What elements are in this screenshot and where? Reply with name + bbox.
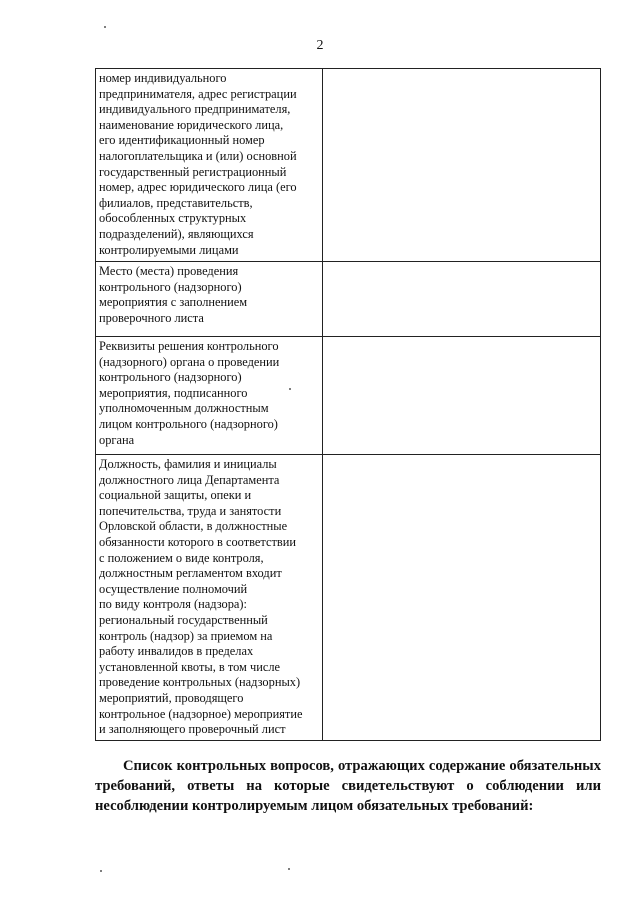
cell-text: Реквизиты решения контрольного (надзорного) органа о проведении контрольного (надзорного) мероприятия, подписанного уполномоченным должностным лицом контрольного (надзорного) органа xyxy=(99,339,280,447)
scan-speck xyxy=(289,388,291,390)
row-value-decision-details xyxy=(323,337,601,455)
table-row xyxy=(96,455,601,741)
scan-speck xyxy=(100,870,102,872)
cell-text: Место (места) проведения контрольного (надзорного) мероприятия с заполнением проверочного листа xyxy=(99,264,248,325)
row-label-controlled-person xyxy=(96,69,323,262)
row-value-controlled-person xyxy=(323,69,601,262)
inspection-form-table xyxy=(95,68,601,741)
scan-speck xyxy=(104,26,106,28)
row-label-inspection-place xyxy=(96,262,323,337)
cell-text: Должность, фамилия и инициалы должностного лица Департамента социальной защиты, опеки и попечительства, труда и занятости Орловской области, в должностные обязанности которого в соответствии с положением о виде контроля, должностным регламентом входит осуществление полномочий по виду контроля (надзора): региональный государственный контроль (надзор) за приемом на работу инвалидов в пределах установленной квоты, в том числе проведение контрольных (надзорных) мероприятий, проводящего контрольное (надзорное) мероприятие и заполняющего проверочный лист xyxy=(99,457,303,737)
row-value-inspection-place xyxy=(323,262,601,337)
row-value-official xyxy=(323,455,601,741)
questions-heading-text: Список контрольных вопросов, отражающих содержание обязательных требований, ответы на которые свидетельствуют о соблюдении или несоблюдении контролируемым лицом обязательных требований: xyxy=(95,758,601,814)
cell-text: номер индивидуального предпринимателя, адрес регистрации индивидуального предпринимателя, наименование юридического лица, его идентификационный номер налогоплательщика и (или) основной государственный регистрационный номер, адрес юридического лица (его филиалов, представительств, обособленных структурных подразделений), являющихся контролируемыми лицами xyxy=(99,71,297,257)
table-row xyxy=(96,337,601,455)
row-label-decision-details xyxy=(96,337,323,455)
questions-heading xyxy=(95,756,601,816)
scan-speck xyxy=(288,868,290,870)
table-row xyxy=(96,69,601,262)
page-number: 2 xyxy=(316,38,324,53)
row-label-official xyxy=(96,455,323,741)
table-row xyxy=(96,262,601,337)
